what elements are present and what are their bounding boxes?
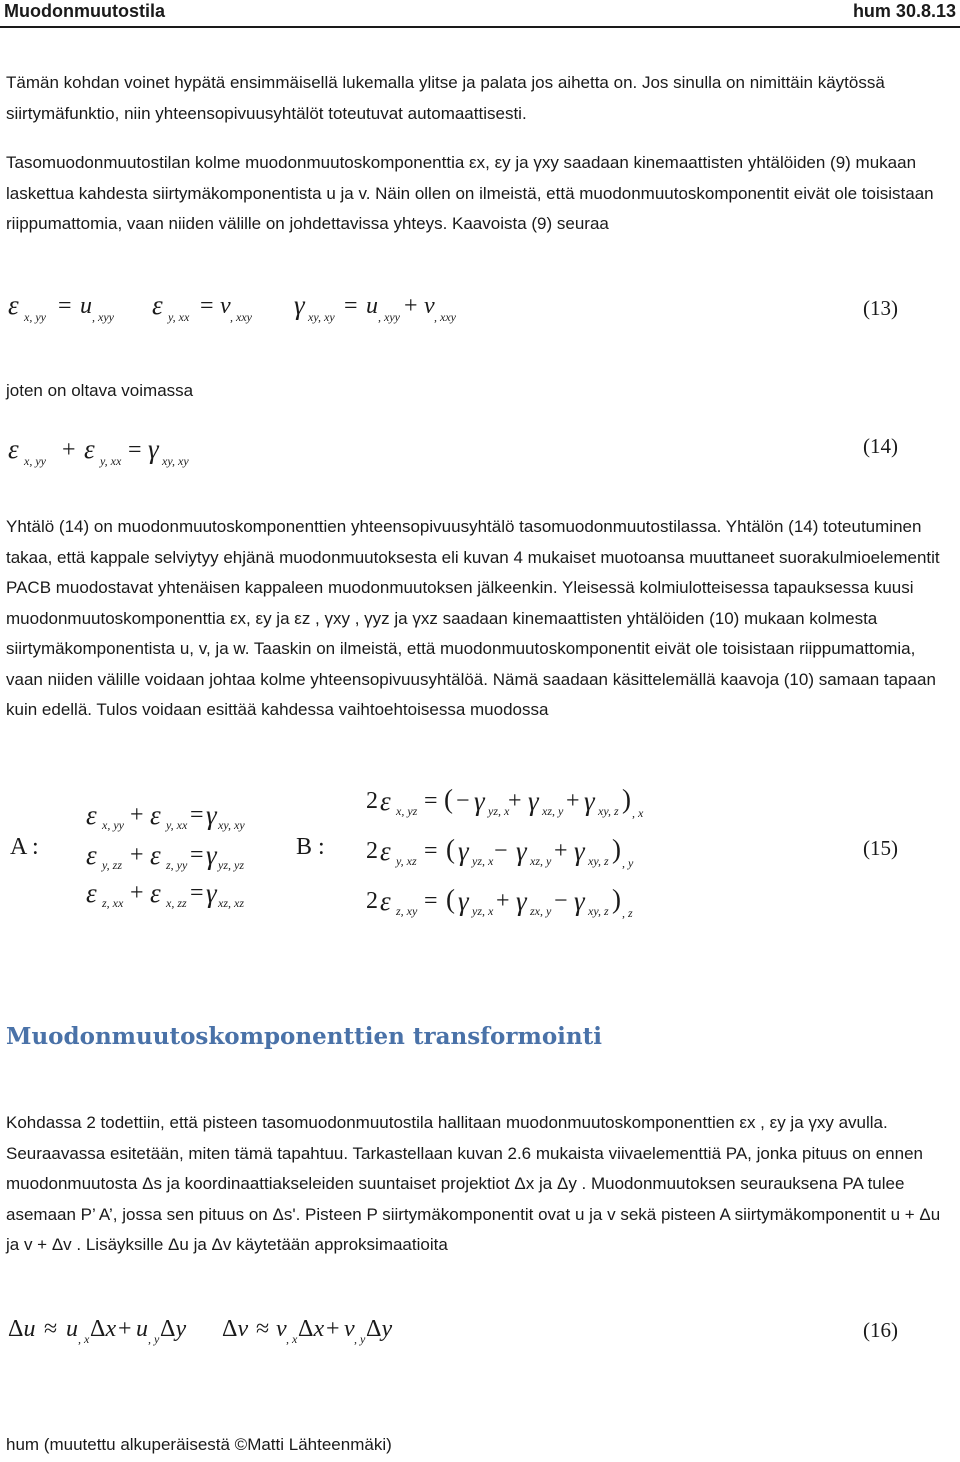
equation-number-13: (13) — [863, 296, 898, 320]
equation-number-16: (16) — [863, 1318, 898, 1342]
equation-number-15: (15) — [863, 836, 898, 860]
header-title: Muodonmuutostila — [4, 1, 165, 21]
equation-16: Δu ≈ u , x Δx + u , y Δy Δv ≈ v , x Δx + v , y Δy — [8, 1316, 393, 1346]
paragraph-must-hold: joten on oltava voimassa — [6, 381, 194, 400]
paragraph-compatibility: Yhtälö (14) on muodonmuutoskomponenttien yhteensopivuusyhtälö tasomuodonmuutostilassa. Yhtälön (14) toteutuminen takaa, että kappale selviytyy ehjänä muodonmuutoksesta eli kuvan 4 mukaiset muotoansa muuttaneet suorakulmioelementit PACB muodostavat yhtenäisen kappaleen muodonmuutoksen jälkeenkin. Yleisessä kolmiulotteisessa tapauksessa kuusi muodonmuutoskomponenttia εx, εy ja εz , γxy , γyz ja γxz saadaan kinemaattisten yhtälöiden (10) mukaan kolmesta siirtymäkomponentista u, v, ja w. Taaskin on ilmeistä, että muodonmuutoskomponentit eivät ole toisistaan riippumattomia, vaan niiden välille voidaan johtaa kolme yhteensopivuusyhtälöä. Nämä saadaan käsittelemällä kaavoja (10) samaan tapaan kuin edellä. Tulos voidaan esittää kahdessa vaihtoehtoisessa muodossa — [6, 517, 940, 719]
equation-15-label-b: B : — [296, 834, 325, 860]
page-header — [0, 0, 960, 28]
equation-15-label-a: A : — [10, 834, 39, 860]
paragraph-transformation: Kohdassa 2 todettiin, että pisteen tasomuodonmuutostila hallitaan muodonmuutoskomponenttien εx , εy ja γxy avulla. Seuraavassa esitetään, miten tämä tapahtuu. Tarkastellaan kuvan 2.6 mukaista viivaelementtiä PA, jonka pituus on ennen muodonmuutosta Δs ja koordinaattiakseleiden suuntaiset projektiot Δx ja Δy . Muodonmuutoksen seurauksena PA tulee asemaan P’ A’, jossa sen pituus on Δs'. Pisteen P siirtymäkomponentit ovat u ja v sekä pisteen A siirtymäkomponentit u + Δu ja v + Δv . Lisäyksille Δu ja Δv käytetään approksimaatioita — [6, 1113, 941, 1254]
paragraph-plane-strain: Tasomuodonmuutostilan kolme muodonmuutoskomponenttia εx, εy ja γxy saadaan kinemaattisten yhtälöiden (9) mukaan laskettua kahdesta siirtymäkomponentista u ja v. Näin ollen on ilmeistä, että muodonmuutoskomponentit eivät ole toisistaan riippumattomia, vaan niiden välille on johdettavissa yhteys. Kaavoista (9) seuraa — [6, 153, 934, 233]
equation-13: ε x, yy = u , xyy ε y, xx = v , xxy γ xy, xy = u , xyy + v , xxy — [8, 290, 456, 324]
section-heading: Muodonmuutoskomponenttien transformointi — [6, 1023, 602, 1050]
header-date: hum 30.8.13 — [852, 1, 956, 21]
paragraph-intro: Tämän kohdan voinet hypätä ensimmäisellä lukemalla ylitse ja palata jos aihetta on. Jos sinulla on nimittäin käytössä siirtymäfunktio, niin yhteensopivuusyhtälöt toteutuvat automaattisesti. — [6, 73, 885, 123]
equation-14: ε x, yy + ε y, xx = γ xy, xy — [8, 434, 189, 468]
equation-15: A : ε x, yy + ε y, xx = γ xy, xy ε y, zz + ε z, yy = γ yz, yz ε z, xx + ε x, zz = γ xz, xz B : 2 ε x, yz = ( − γ yz, x + γ xz, y + γ xy, z ) , x 2 ε y, xz = ( γ yz, x − γ xz, y + γ xy, z ) , y 2 ε z, xy = ( γ yz, x + γ zx, y − γ xy, z ) , z — [10, 784, 644, 920]
equation-number-14: (14) — [863, 434, 898, 458]
page-footer: hum (muutettu alkuperäisestä ©Matti Lähteenmäki) — [6, 1435, 392, 1454]
